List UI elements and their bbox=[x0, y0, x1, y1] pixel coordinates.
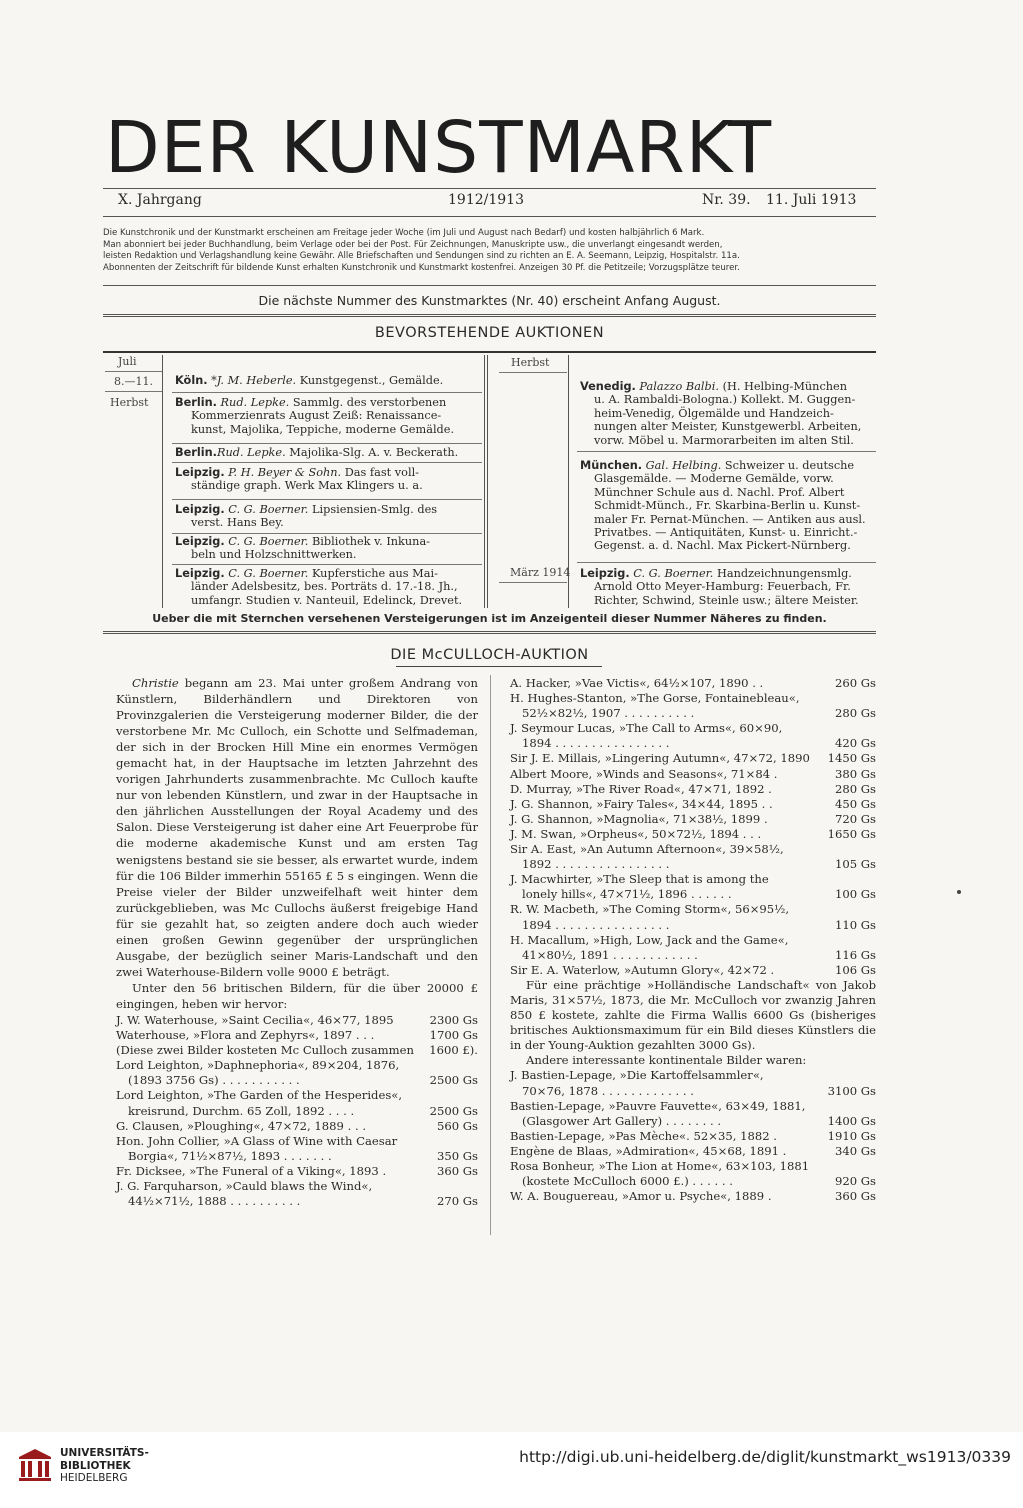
auction-entry bbox=[175, 503, 480, 530]
sale-entry bbox=[510, 1174, 876, 1189]
masthead-title: DER KUNSTMARKT bbox=[105, 106, 773, 189]
sale-price: 105 Gs bbox=[832, 857, 876, 872]
auction-desc: ständige graph. Werk Max Klingers u. a. bbox=[191, 479, 423, 493]
sale-artwork: Sir A. East, »An Autumn Afternoon«, 39×58½, bbox=[510, 842, 784, 857]
sale-price: 1910 Gs bbox=[825, 1129, 876, 1144]
maris-paragraph: Für eine prächtige »Holländische Landschaft« von Jakob Maris, 31×57½, 1873, die Mr. McCulloch vor zwanzig Jahren 850 £ kostete, zahlte die Firma Wallis 6600 Gs (bisheriges britisches Auktionsmaximum für ein Bild dieses Künstlers die in der Young-Auktion gezahlten 3000 Gs). bbox=[510, 977, 876, 1053]
rule bbox=[499, 372, 567, 373]
sale-artwork: (Diese zwei Bilder kosteten Mc Culloch zusammen bbox=[116, 1043, 414, 1058]
rule bbox=[105, 391, 162, 392]
auction-place: Leipzig. bbox=[175, 567, 225, 580]
next-issue-notice: Die nächste Nummer des Kunstmarktes (Nr. 40) erscheint Anfang August. bbox=[258, 293, 721, 308]
sale-entry bbox=[116, 1164, 478, 1179]
sale-price: 560 Gs bbox=[434, 1119, 478, 1134]
rule bbox=[577, 562, 876, 563]
sale-price: 2500 Gs bbox=[427, 1104, 478, 1119]
sale-entry bbox=[510, 1114, 876, 1129]
rule bbox=[172, 499, 482, 500]
sale-entry bbox=[510, 902, 876, 917]
sale-entry bbox=[510, 933, 876, 948]
sale-artwork: J. G. Shannon, »Magnolia«, 71×38½, 1899 . bbox=[510, 811, 768, 826]
auction-house: C. G. Boerner. bbox=[633, 567, 714, 580]
sale-price: 1650 Gs bbox=[825, 827, 876, 842]
rule bbox=[103, 314, 876, 315]
library-footer bbox=[0, 1432, 1023, 1508]
sale-artwork: Fr. Dicksee, »The Funeral of a Viking«, 1893 . bbox=[116, 1163, 387, 1178]
british-sales-list bbox=[116, 1013, 478, 1209]
sale-price: 1600 £). bbox=[426, 1043, 478, 1058]
sale-artwork: (kostete McCulloch 6000 £.) . . . . . . bbox=[522, 1174, 733, 1189]
auction-place: Venedig. bbox=[580, 380, 636, 393]
british-intro: Unter den 56 britischen Bildern, für die über 20000 £ eingingen, heben wir hervor: bbox=[116, 980, 478, 1011]
sale-entry bbox=[510, 767, 876, 782]
left-date-2: Herbst bbox=[110, 396, 149, 409]
sale-artwork: 1892 . . . . . . . . . . . . . . . . bbox=[522, 857, 670, 872]
sale-entry bbox=[510, 827, 876, 842]
sale-entry bbox=[116, 1013, 478, 1028]
auction-house: Gal. Helbing. bbox=[645, 459, 722, 472]
rule bbox=[490, 675, 491, 1235]
sale-entry bbox=[510, 797, 876, 812]
sale-entry bbox=[116, 1043, 478, 1058]
auction-desc: Münchner Schule aus d. Nachl. Prof. Albert bbox=[594, 485, 845, 499]
sale-entry bbox=[510, 782, 876, 797]
rule bbox=[577, 451, 876, 452]
asterisk-footnote: Ueber die mit Sternchen versehenen Versteigerungen ist im Anzeigenteil dieser Nummer Näheres zu finden. bbox=[152, 612, 827, 625]
sale-entry bbox=[510, 736, 876, 751]
auction-entry bbox=[580, 567, 876, 607]
sale-price: 100 Gs bbox=[832, 887, 876, 902]
sale-entry bbox=[510, 691, 876, 706]
continental-sales-list bbox=[510, 1068, 876, 1204]
sale-entry bbox=[510, 676, 876, 691]
sale-entry bbox=[510, 842, 876, 857]
library-line: HEIDELBERG bbox=[60, 1472, 128, 1484]
auction-desc: Kupferstiche aus Mai- bbox=[308, 567, 438, 580]
auction-desc: Richter, Schwind, Steinle usw.; ältere Meister. bbox=[594, 593, 859, 607]
sale-price: 450 Gs bbox=[832, 797, 876, 812]
rule bbox=[103, 633, 876, 634]
auction-desc: vorw. Möbel u. Marmorarbeiten im alten Stil. bbox=[594, 433, 854, 447]
sale-entry bbox=[116, 1073, 478, 1088]
sale-artwork: Hon. John Collier, »A Glass of Wine with Caesar bbox=[116, 1133, 398, 1148]
rule bbox=[172, 533, 482, 534]
intro-start: Christie bbox=[132, 676, 179, 690]
auction-house: Palazzo Balbi. bbox=[639, 380, 719, 393]
article-right-column bbox=[510, 676, 876, 1204]
sale-entry bbox=[116, 1088, 478, 1103]
sale-artwork: Sir J. E. Millais, »Lingering Autumn«, 47×72, 1890 bbox=[510, 751, 810, 766]
rule bbox=[103, 216, 876, 217]
rule bbox=[105, 371, 162, 372]
sale-price: 280 Gs bbox=[832, 706, 876, 721]
sale-artwork: 1894 . . . . . . . . . . . . . . . . bbox=[522, 736, 670, 751]
notice-line: leisten Redaktion und Verlagshandlung keine Gewähr. Alle Briefschaften und Sendungen sind zu richten an E. A. Seemann, Leipzig, Hospitalstr. 11a. bbox=[103, 251, 740, 262]
sale-artwork: H. Hughes-Stanton, »The Gorse, Fontainebleau«, bbox=[510, 691, 800, 706]
rule bbox=[103, 631, 876, 632]
sale-artwork: J. W. Waterhouse, »Saint Cecilia«, 46×77, 1895 bbox=[116, 1012, 394, 1027]
sale-artwork: G. Clausen, »Ploughing«, 47×72, 1889 . . . bbox=[116, 1118, 367, 1133]
sale-entry bbox=[116, 1058, 478, 1073]
auction-entry bbox=[580, 459, 876, 553]
upcoming-heading: BEVORSTEHENDE AUKTIONEN bbox=[374, 325, 605, 341]
sale-entry bbox=[510, 918, 876, 933]
sale-entry bbox=[510, 1099, 876, 1114]
rule bbox=[499, 582, 567, 583]
library-logo-icon bbox=[16, 1447, 54, 1485]
auction-desc: heim-Venedig, Ölgemälde und Handzeich- bbox=[594, 406, 834, 420]
sale-artwork: (1893 3756 Gs) . . . . . . . . . . . bbox=[128, 1073, 300, 1088]
auction-desc: Handzeichnungensmlg. bbox=[713, 567, 852, 580]
sale-entry bbox=[510, 872, 876, 887]
sale-price: 380 Gs bbox=[832, 767, 876, 782]
sale-price: 1700 Gs bbox=[427, 1028, 478, 1043]
rule bbox=[172, 443, 482, 444]
issue-line bbox=[118, 192, 858, 212]
sale-artwork: J. Bastien-Lepage, »Die Kartoffelsammler«, bbox=[510, 1068, 764, 1083]
sale-artwork: Borgia«, 71½×87½, 1893 . . . . . . . bbox=[128, 1148, 332, 1163]
sale-entry bbox=[510, 948, 876, 963]
continental-intro: Andere interessante kontinentale Bilder waren: bbox=[526, 1053, 807, 1068]
notice-line: Die Kunstchronik und der Kunstmarkt erscheinen am Freitage jeder Woche (im Juli und August nach Bedarf) und kosten halbjährlich 6 Mark. bbox=[103, 228, 705, 238]
auction-entry bbox=[175, 396, 480, 436]
auction-desc: Schmidt-Münch., Fr. Skarbina-Berlin u. Kunst- bbox=[594, 499, 861, 513]
sale-price: 260 Gs bbox=[832, 676, 876, 691]
auction-house: *J. M. Heberle. bbox=[211, 374, 297, 387]
sale-artwork: Sir E. A. Waterlow, »Autumn Glory«, 42×72 . bbox=[510, 962, 775, 977]
notice-line: Abonnenten der Zeitschrift für bildende Kunst erhalten Kunstchronik und Kunstmarkt kostenfrei. Anzeigen 30 Pf. die Petitzeile; Vorzugsplätze teurer. bbox=[103, 262, 740, 273]
rule bbox=[396, 666, 602, 667]
source-url[interactable]: http://digi.ub.uni-heidelberg.de/diglit/kunstmarkt_ws1913/0339 bbox=[519, 1448, 1011, 1466]
sale-artwork: 44½×71½, 1888 . . . . . . . . . . bbox=[128, 1194, 301, 1209]
sale-price: 350 Gs bbox=[434, 1149, 478, 1164]
auction-entry bbox=[175, 466, 480, 493]
sale-entry bbox=[116, 1149, 478, 1164]
sale-artwork: R. W. Macbeth, »The Coming Storm«, 56×95½, bbox=[510, 902, 790, 917]
rule bbox=[172, 392, 482, 393]
auction-desc: Sammlg. des verstorbenen bbox=[289, 396, 447, 409]
auction-desc: Lipsiensien-Smlg. des bbox=[308, 503, 438, 516]
sale-price: 720 Gs bbox=[832, 812, 876, 827]
auction-house: C. G. Boerner. bbox=[228, 567, 309, 580]
intro-text: begann am 23. Mai unter großem Andrang von Künstlern, Bilderhändlern und Direktoren von Provinzgalerien die Versteigerung moderner Bilder, die der verstorbene Mr. Mc Culloch, ein Schotte und Selfmademan, der sich in der Brocken Hill Mine ein enormes Vermögen gemacht hat, in der Hauptsache im letzten Jahrzehnt des vorigen Jahrhunderts zusammenbrachte. Mc Culloch kaufte nur von lebenden Künstlern, und zwar in der Hauptsache in den jährlichen Ausstellungen der Royal Academy und des Salon. Diese Versteigerung ist daher eine Art Feuerprobe für die moderne akademische Kunst und am ersten Tag wenigstens bestand sie sie besser, als erwartet wurde, indem für die 106 Bilder immerhin 55165 £ 5 s eingingen. Wenn die Preise vieler der Bilder unzweifelhaft weit hinter dem zurückgeblieben, was Mc Cullochs äußerst freigebige Hand für sie gezahlt hat, so zeigten andere doch auch wieder einen großen Gewinn gegenüber der ursprünglichen Ausgabe, der bezüglich seiner Maris-Landschaft und den zwei Waterhouse-Bildern volle 9000 £ beträgt. bbox=[116, 676, 478, 979]
sale-artwork: Albert Moore, »Winds and Seasons«, 71×84 . bbox=[510, 766, 778, 781]
sale-artwork: Waterhouse, »Flora and Zephyrs«, 1897 . . . bbox=[116, 1028, 375, 1043]
sale-artwork: J. Seymour Lucas, »The Call to Arms«, 60×90, bbox=[510, 721, 783, 736]
auction-desc: verst. Hans Bey. bbox=[191, 516, 284, 530]
auction-place: Köln. bbox=[175, 374, 208, 387]
sale-price: 280 Gs bbox=[832, 782, 876, 797]
auction-place: Berlin. bbox=[175, 396, 217, 409]
years: 1912/1913 bbox=[448, 192, 524, 208]
rule bbox=[103, 188, 876, 189]
sale-entry bbox=[510, 1159, 876, 1174]
sale-price: 340 Gs bbox=[832, 1144, 876, 1159]
auction-desc: kunst, Majolika, Teppiche, moderne Gemälde. bbox=[191, 422, 455, 436]
sale-price: 360 Gs bbox=[832, 1189, 876, 1204]
sale-artwork: lonely hills«, 47×71½, 1896 . . . . . . bbox=[522, 887, 732, 902]
auction-desc: nungen alter Meister, Kunstgewerbl. Arbeiten, bbox=[594, 420, 862, 434]
sale-price: 1400 Gs bbox=[825, 1114, 876, 1129]
auction-desc: umfangr. Studien v. Nanteuil, Edelinck, Drevet. bbox=[191, 593, 463, 607]
auction-desc: Kommerzienrats August Zeiß: Renaissance- bbox=[191, 409, 442, 423]
article-left-column bbox=[116, 675, 478, 1208]
sale-artwork: Lord Leighton, »Daphnephoria«, 89×204, 1876, bbox=[116, 1058, 400, 1073]
rule bbox=[103, 285, 876, 286]
article-heading: DIE McCULLOCH-AUKTION bbox=[390, 647, 589, 663]
sale-artwork: 41×80½, 1891 . . . . . . . . . . . . bbox=[522, 947, 698, 962]
auction-place: Leipzig. bbox=[175, 503, 225, 516]
auction-entry bbox=[175, 567, 480, 607]
auction-desc: Das fast voll- bbox=[341, 466, 419, 479]
rule bbox=[484, 355, 485, 608]
rule bbox=[172, 564, 482, 565]
sale-artwork: Bastien-Lepage, »Pas Mèche«. 52×35, 1882 . bbox=[510, 1128, 777, 1143]
left-date-1: 8.—11. bbox=[114, 375, 153, 388]
auction-desc: Glasgemälde. — Moderne Gemälde, vorw. bbox=[594, 472, 834, 486]
auction-desc: Arnold Otto Meyer-Hamburg: Feuerbach, Fr. bbox=[594, 580, 851, 594]
subscription-notice bbox=[103, 228, 876, 274]
auction-house: C. G. Boerner. bbox=[228, 535, 309, 548]
left-month: Juli bbox=[118, 355, 137, 368]
rule bbox=[487, 355, 488, 608]
sale-artwork: (Glasgower Art Gallery) . . . . . . . . bbox=[522, 1113, 722, 1128]
sale-artwork: 1894 . . . . . . . . . . . . . . . . bbox=[522, 917, 670, 932]
sale-artwork: Lord Leighton, »The Garden of the Hesperides«, bbox=[116, 1088, 403, 1103]
sale-entry bbox=[510, 1129, 876, 1144]
right-date-2: März 1914 bbox=[510, 566, 571, 579]
auction-entry bbox=[175, 374, 480, 387]
sale-entry bbox=[510, 812, 876, 827]
auction-place: Leipzig. bbox=[175, 535, 225, 548]
rule bbox=[162, 355, 163, 608]
sale-artwork: Bastien-Lepage, »Pauvre Fauvette«, 63×49, 1881, bbox=[510, 1098, 806, 1113]
auction-house: Rud. Lepke. bbox=[220, 396, 290, 409]
auction-desc: Schweizer u. deutsche bbox=[721, 459, 855, 472]
rule bbox=[103, 351, 876, 353]
notice-line: Man abonniert bei jeder Buchhandlung, beim Verlage oder bei der Post. Für Zeichnungen, Manuskripte usw., die unverlangt eingesandt werden, bbox=[103, 239, 723, 250]
sale-entry bbox=[510, 963, 876, 978]
auction-house: Rud. Lepke. bbox=[216, 446, 286, 459]
sale-price: 1450 Gs bbox=[825, 751, 876, 766]
sale-artwork: 52½×82½, 1907 . . . . . . . . . . bbox=[522, 706, 695, 721]
sale-artwork: kreisrund, Durchm. 65 Zoll, 1892 . . . . bbox=[128, 1103, 355, 1118]
auction-desc: Bibliothek v. Inkuna- bbox=[308, 535, 431, 548]
auction-desc: Majolika-Slg. A. v. Beckerath. bbox=[285, 446, 459, 459]
sale-entry bbox=[510, 1084, 876, 1099]
auction-desc: beln und Holzschnittwerken. bbox=[191, 548, 357, 562]
sale-entry bbox=[116, 1194, 478, 1209]
sale-entry bbox=[116, 1134, 478, 1149]
sale-artwork: J. G. Farquharson, »Cauld blaws the Wind«, bbox=[116, 1179, 373, 1194]
sale-artwork: J. M. Swan, »Orpheus«, 50×72½, 1894 . . . bbox=[510, 826, 762, 841]
intro-paragraph bbox=[116, 675, 478, 980]
sale-entry bbox=[510, 1068, 876, 1083]
rule bbox=[172, 462, 482, 463]
auction-house: C. G. Boerner. bbox=[228, 503, 309, 516]
sale-artwork: W. A. Bouguereau, »Amor u. Psyche«, 1889 . bbox=[510, 1189, 772, 1204]
library-line: UNIVERSITÄTS- bbox=[60, 1447, 149, 1459]
sale-price: 270 Gs bbox=[434, 1194, 478, 1209]
issue-date: 11. Juli 1913 bbox=[766, 192, 857, 208]
auction-desc: länder Adelsbesitz, bes. Porträts d. 17.-18. Jh., bbox=[191, 580, 458, 594]
auction-entry bbox=[175, 535, 480, 562]
auction-entry bbox=[580, 380, 876, 447]
sale-artwork: A. Hacker, »Vae Victis«, 64½×107, 1890 . . bbox=[510, 676, 764, 690]
sale-entry bbox=[510, 857, 876, 872]
sale-price: 2500 Gs bbox=[427, 1073, 478, 1088]
sale-artwork: 70×76, 1878 . . . . . . . . . . . . . bbox=[522, 1083, 694, 1098]
auction-desc: (H. Helbing-München bbox=[718, 380, 848, 393]
rule bbox=[103, 316, 876, 317]
sale-price: 116 Gs bbox=[832, 948, 876, 963]
sale-price: 110 Gs bbox=[832, 918, 876, 933]
sale-entry bbox=[510, 706, 876, 721]
sale-artwork: J. Macwhirter, »The Sleep that is among the bbox=[510, 872, 769, 887]
sale-entry bbox=[510, 1189, 876, 1204]
sale-artwork: J. G. Shannon, »Fairy Tales«, 34×44, 1895 . . bbox=[510, 796, 773, 811]
auction-place: Leipzig. bbox=[580, 567, 630, 580]
right-month: Herbst bbox=[511, 356, 550, 369]
sale-entry bbox=[116, 1028, 478, 1043]
sale-entry bbox=[510, 887, 876, 902]
auction-desc: Gegenst. a. d. Nachl. Max Pickert-Nürnberg. bbox=[594, 539, 851, 553]
sale-artwork: Rosa Bonheur, »The Lion at Home«, 63×103, 1881 bbox=[510, 1159, 810, 1173]
sale-price: 106 Gs bbox=[832, 963, 876, 978]
auction-desc: Privatbes. — Antiquitäten, Kunst- u. Einricht.- bbox=[594, 526, 858, 540]
issue-number: Nr. 39. bbox=[702, 192, 751, 208]
sale-entry bbox=[510, 751, 876, 766]
sale-entry bbox=[116, 1179, 478, 1194]
british-sales-list-continued bbox=[510, 676, 876, 978]
auction-place: Leipzig. bbox=[175, 466, 225, 479]
auction-desc: maler Fr. Pernat-München. — Antiken aus ausl. bbox=[594, 512, 866, 526]
sale-entry bbox=[510, 1144, 876, 1159]
sale-price: 420 Gs bbox=[832, 736, 876, 751]
auction-desc: u. A. Rambaldi-Bologna.) Kollekt. M. Guggen- bbox=[594, 393, 856, 407]
sale-entry bbox=[116, 1104, 478, 1119]
sale-price: 2300 Gs bbox=[427, 1013, 478, 1028]
sale-artwork: D. Murray, »The River Road«, 47×71, 1892 . bbox=[510, 781, 772, 796]
auction-place: Berlin. bbox=[175, 446, 217, 459]
sale-price: 3100 Gs bbox=[825, 1084, 876, 1099]
sale-price: 360 Gs bbox=[434, 1164, 478, 1179]
auction-desc: Kunstgegenst., Gemälde. bbox=[296, 374, 444, 387]
sale-artwork: Engène de Blaas, »Admiration«, 45×68, 1891 . bbox=[510, 1143, 787, 1158]
sale-price: 920 Gs bbox=[832, 1174, 876, 1189]
scan-speck bbox=[957, 890, 961, 894]
library-name bbox=[60, 1447, 149, 1485]
sale-entry bbox=[510, 721, 876, 736]
auction-house: P. H. Beyer & Sohn. bbox=[228, 466, 342, 479]
sale-artwork: H. Macallum, »High, Low, Jack and the Game«, bbox=[510, 932, 789, 947]
auction-place: München. bbox=[580, 459, 643, 472]
volume: X. Jahrgang bbox=[118, 192, 202, 208]
auction-entry bbox=[175, 446, 480, 459]
sale-entry bbox=[116, 1119, 478, 1134]
library-line: BIBLIOTHEK bbox=[60, 1459, 131, 1472]
